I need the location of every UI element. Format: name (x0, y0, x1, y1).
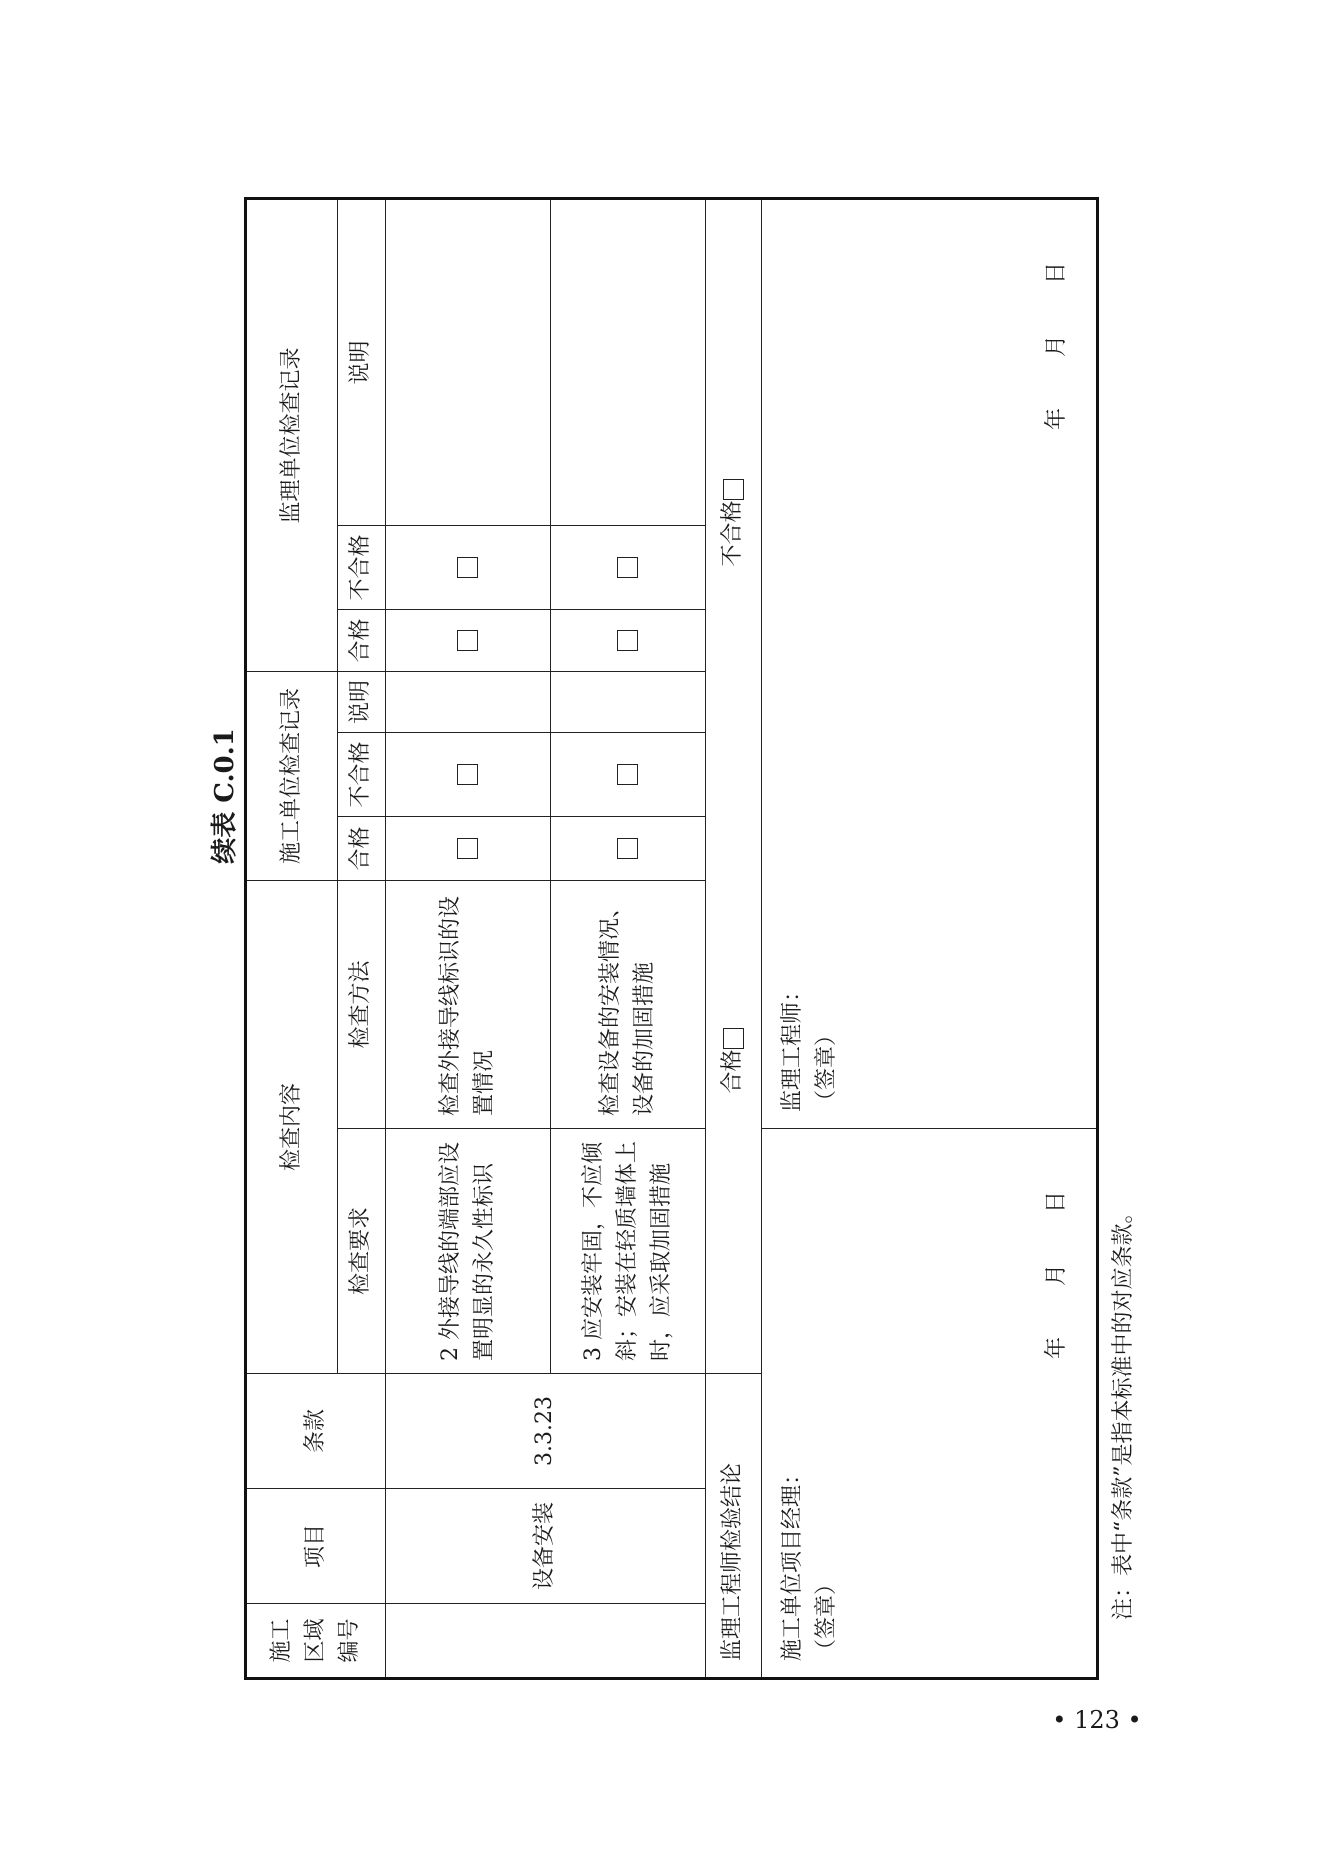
conclusion-result (706, 198, 762, 1373)
row-2-requirement: 3 应安装牢固，不应倾斜；安装在轻质墙体上时，应采取加固措施 (551, 1129, 706, 1374)
row-1-construction-fail[interactable] (386, 732, 551, 816)
header-construction-record: 施工单位检查记录 (246, 671, 338, 880)
header-construction-pass: 合格 (338, 816, 386, 880)
conclusion-pass-label: 合格 (720, 1049, 746, 1094)
checkbox-icon[interactable] (617, 764, 638, 785)
header-check-method: 检查方法 (338, 880, 386, 1128)
row-2-construction-note[interactable] (551, 671, 706, 732)
header-item: 项目 (246, 1489, 386, 1604)
row-1-supervision-note[interactable] (386, 198, 551, 525)
row-2-supervision-note[interactable] (551, 198, 706, 525)
supervisor-date-label: 年 月 日 (1043, 239, 1069, 430)
checkbox-icon[interactable] (617, 838, 638, 859)
header-supervision-note: 说明 (338, 198, 386, 525)
header-check-requirement: 检查要求 (338, 1129, 386, 1374)
supervisor-label: 监理工程师： (780, 979, 805, 1112)
row-2-construction-fail[interactable] (551, 732, 706, 816)
supervisor-seal-label: （签章） (814, 1023, 840, 1112)
construction-signature-cell[interactable] (762, 1129, 1098, 1679)
header-supervision-fail: 不合格 (338, 525, 386, 609)
footnote: 注：表中“条款”是指本标准中的对应条款。 (1111, 1201, 1136, 1620)
supervisor-signature-cell[interactable] (762, 198, 1098, 1128)
conclusion-row (706, 198, 762, 1678)
row-2-supervision-pass[interactable] (551, 609, 706, 671)
header-check-content: 检查内容 (246, 880, 338, 1373)
header-clause: 条款 (246, 1374, 386, 1489)
checkbox-icon[interactable] (723, 1028, 744, 1049)
clause-cell: 3.3.23 (386, 1374, 706, 1489)
header-supervision-record: 监理单位检查记录 (246, 198, 338, 671)
inspection-table (244, 197, 1099, 1680)
checkbox-icon[interactable] (617, 557, 638, 578)
signature-row (762, 198, 1098, 1678)
conclusion-pass-option[interactable] (716, 1028, 750, 1093)
checkbox-icon[interactable] (457, 630, 478, 651)
checkbox-icon[interactable] (723, 479, 744, 500)
page-title: 续表 C.0.1 (210, 728, 240, 864)
conclusion-fail-option[interactable] (716, 479, 750, 566)
header-supervision-pass: 合格 (338, 609, 386, 671)
row-1-requirement: 2 外接导线的端部应设置明显的永久性标识 (386, 1129, 551, 1374)
header-construction-note: 说明 (338, 671, 386, 732)
row-1-method: 检查外接导线标识的设置情况 (386, 880, 551, 1128)
zone-cell (386, 1604, 706, 1679)
page-number: • 123 • (1052, 1706, 1142, 1734)
table-row (386, 198, 551, 1678)
row-2-supervision-fail[interactable] (551, 525, 706, 609)
checkbox-icon[interactable] (457, 557, 478, 578)
checkbox-icon[interactable] (457, 764, 478, 785)
row-2-method: 检查设备的安装情况、设备的加固措施 (551, 880, 706, 1128)
header-construction-fail: 不合格 (338, 732, 386, 816)
conclusion-label: 监理工程师检验结论 (706, 1374, 762, 1679)
row-1-construction-pass[interactable] (386, 816, 551, 880)
row-2-construction-pass[interactable] (551, 816, 706, 880)
construction-seal-label: （签章） (814, 1572, 840, 1661)
inspection-table-frame (244, 200, 1096, 1680)
row-1-supervision-pass[interactable] (386, 609, 551, 671)
item-cell: 设备安装 (386, 1489, 706, 1604)
checkbox-icon[interactable] (457, 838, 478, 859)
construction-manager-label: 施工单位项目经理： (780, 1462, 805, 1661)
row-1-construction-note[interactable] (386, 671, 551, 732)
row-1-supervision-fail[interactable] (386, 525, 551, 609)
checkbox-icon[interactable] (617, 630, 638, 651)
header-zone: 施工区域编号 (246, 1604, 386, 1679)
construction-date-label: 年 月 日 (1043, 1169, 1069, 1359)
conclusion-fail-label: 不合格 (720, 500, 746, 567)
